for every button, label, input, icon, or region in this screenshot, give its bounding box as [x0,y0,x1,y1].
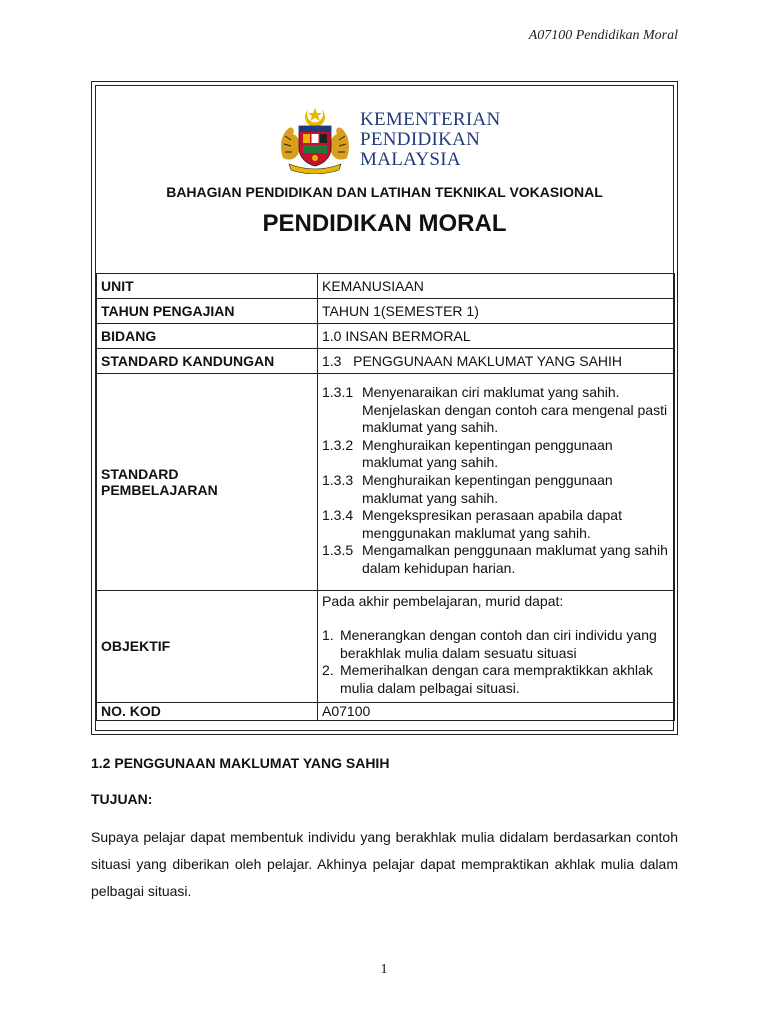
list-item [322,507,670,542]
objektif-intro: Pada akhir pembelajaran, murid dapat: [322,592,564,609]
list-item-text: Menerangkan dengan contoh dan ciri individu yang berakhlak mulia dalam sesuatu situasi [340,627,657,661]
table-row-standard-pembelajaran [97,374,675,591]
list-item [322,662,670,697]
tahun-label: TAHUN PENGAJIAN [97,299,318,324]
ministry-name-line2: PENDIDIKAN [360,129,481,150]
document-title: PENDIDIKAN MORAL [262,210,507,237]
objektif-content [322,591,670,702]
standard-kandungan-text: 1.3 PENGGUNAAN MAKLUMAT YANG SAHIH [322,353,623,369]
standard-pembelajaran-label-line1: STANDARD [101,465,179,482]
malaysia-coat-of-arms-icon [275,106,355,174]
list-item-number: 1.3.1 [322,384,354,400]
standard-kandungan-label: STANDARD KANDUNGAN [97,349,318,374]
list-item-number: 1. [322,627,334,644]
list-item-number: 1.3.4 [322,507,354,524]
tahun-value: TAHUN 1(SEMESTER 1) [318,299,675,324]
standard-kandungan-value [318,349,675,374]
standard-pembelajaran-list [322,374,670,590]
header-block [96,86,673,273]
running-head: A07100 Pendidikan Moral [528,28,678,43]
document-frame-inner [95,85,674,731]
objektif-label: OBJEKTIF [97,590,318,702]
department-title: BAHAGIAN PENDIDIKAN DAN LATIHAN TEKNIKAL VOKASIONAL [166,184,603,200]
section-heading: 1.2 PENGGUNAAN MAKLUMAT YANG SAHIH [91,755,390,771]
table-row-unit [97,274,675,299]
table-row-objektif [97,590,675,702]
list-item-number: 2. [322,662,334,679]
list-item-text: Mengekspresikan perasaan apabila dapat menggunakan maklumat yang sahih. [362,507,622,541]
list-item-text: Mengamalkan penggunaan maklumat yang sahih dalam kehidupan harian. [362,542,668,576]
ministry-name-line3: MALAYSIA [360,149,461,170]
ministry-logo [275,106,515,176]
list-item-number: 1.3.3 [322,471,354,488]
list-item [322,472,670,507]
bidang-label: BIDANG [97,324,318,349]
unit-label: UNIT [97,274,318,299]
list-item-text: Memerihalkan dengan cara mempraktikkan akhlak mulia dalam pelbagai situasi. [340,662,653,696]
list-item-text: Menghuraikan kepentingan penggunaan maklumat yang sahih. [362,471,613,506]
list-item [322,627,670,662]
table-row-kod [97,702,675,720]
objektif-value [318,590,675,702]
list-item [322,542,670,577]
standard-pembelajaran-label-line2: PEMBELAJARAN [101,481,218,498]
page-number: 1 [380,962,388,977]
table-row-bidang [97,324,675,349]
kod-value: A07100 [318,702,675,720]
kod-label: NO. KOD [97,702,318,720]
table-row-standard-kandungan [97,349,675,374]
document-frame [91,81,678,735]
list-item [322,384,670,437]
ministry-name-line1: KEMENTERIAN [360,109,501,130]
table-row-tahun [97,299,675,324]
list-item-text: Menghuraikan kepentingan penggunaan maklumat yang sahih. [362,436,613,471]
list-item-text: Menyenaraikan ciri maklumat yang sahih. Menjelaskan dengan contoh cara mengenal pasti maklumat yang sahih. [362,384,668,436]
standard-pembelajaran-value [318,374,675,591]
tujuan-paragraph: Supaya pelajar dapat membentuk individu yang berakhlak mulia didalam berdasarkan contoh situasi yang diberikan oleh pelajar. Akhinya pelajar dapat mempraktikan akhlak mulia dalam pelbagai situasi. [91,829,678,899]
unit-value: KEMANUSIAAN [318,274,675,299]
bidang-value: 1.0 INSAN BERMORAL [318,324,675,349]
course-info-table [96,273,675,721]
ministry-name [360,110,501,170]
list-item-number: 1.3.5 [322,542,354,559]
list-item-number: 1.3.2 [322,436,354,453]
list-item [322,437,670,472]
tujuan-label: TUJUAN: [91,791,153,807]
standard-pembelajaran-label [97,374,318,591]
